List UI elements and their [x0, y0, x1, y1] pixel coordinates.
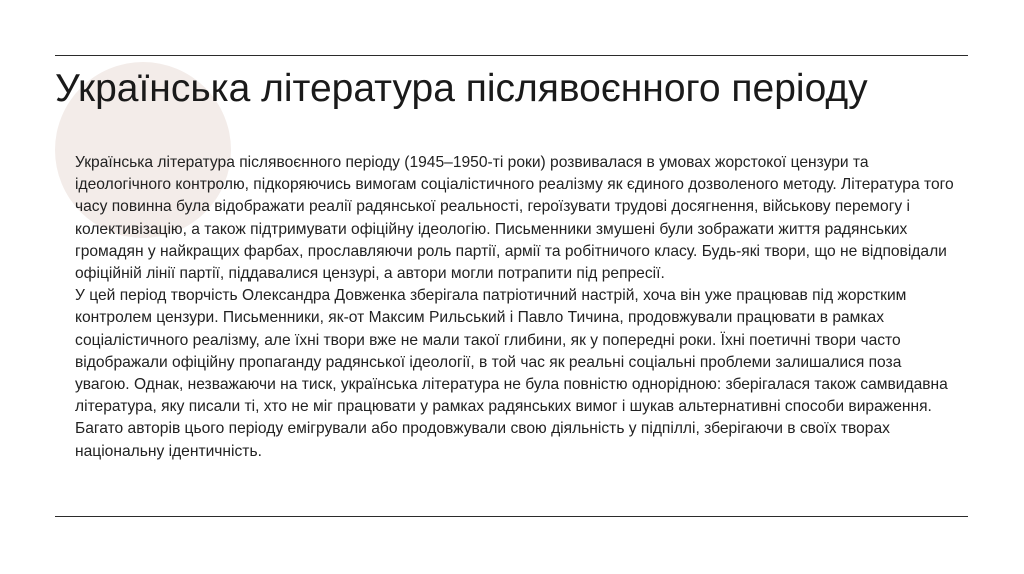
body-paragraph-1: Українська література післявоєнного періоду (1945–1950-ті роки) розвивалася в умовах жорстокої цензури та ідеологічного контролю, підкоряючись вимогам соціалістичного реалізму як єдиного дозволеного методу. Література того часу повинна була відображати реалії радянської реальності, героїзувати трудові досягнення, військову перемогу і колективізацію, а також підтримувати офіційну ідеологію. Письменники змушені були зображати життя радянських громадян у найкращих фарбах, прославляючи роль партії, армії та робітничого класу. Будь-які твори, що не відповідали офіційній лінії партії, піддавалися цензурі, а автори могли потрапити під репресії. [75, 154, 954, 283]
top-divider [55, 55, 968, 56]
body-paragraph-2: У цей період творчість Олександра Довженка зберігала патріотичний настрій, хоча він уже працював під жорстким контролем цензури. Письменники, як-от Максим Рильський і Павло Тичина, продовжували працювати в рамках соціалістичного реалізму, але їхні твори вже не мали такої глибини, як у попередні роки. Їхні поетичні твори часто відображали офіційну пропаганду радянської ідеології, в той час як реальні соціальні проблеми залишалися поза увагою. Однак, незважаючи на тиск, українська література не була повністю однорідною: зберігалася також самвидавна література, яку писали ті, хто не міг працювати у рамках радянських вимог і шукав альтернативні способи вираження. Багато авторів цього періоду емігрували або продовжували свою діяльність у підпіллі, зберігаючи в своїх творах національну ідентичність. [75, 287, 948, 460]
bottom-divider [55, 516, 968, 517]
slide-body [75, 152, 955, 463]
slide-title: Українська література післявоєнного періоду [55, 67, 868, 110]
